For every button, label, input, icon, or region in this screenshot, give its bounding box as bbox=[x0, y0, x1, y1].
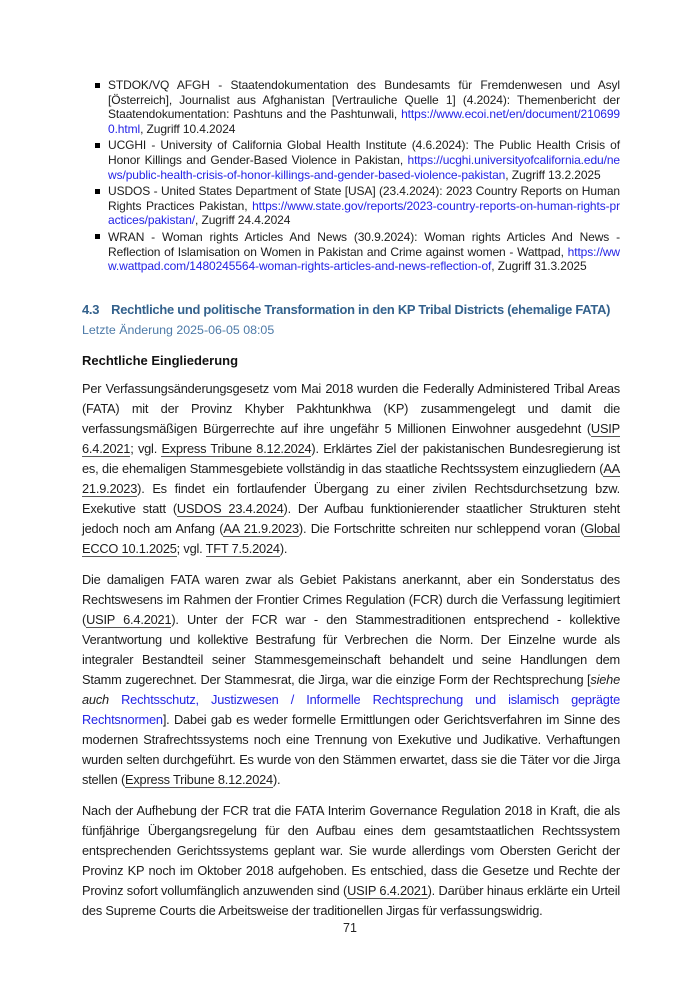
emphasis-text: siehe auch bbox=[82, 671, 620, 707]
text-run: ). Es findet ein fortlaufender Übergang zu einer zivilen Rechtsdurchsetzung bzw. Exekutive statt ( bbox=[82, 480, 620, 516]
source-citation: Global ECCO 10.1.2025 bbox=[82, 520, 620, 556]
text-run: , Zugriff 13.2.2025 bbox=[505, 167, 601, 182]
source-citation: USIP 6.4.2021 bbox=[347, 882, 428, 898]
bullet-square-icon bbox=[95, 234, 100, 239]
bullet-square-icon bbox=[95, 83, 100, 88]
source-citation: AA 21.9.2023 bbox=[82, 460, 620, 496]
source-list-item bbox=[82, 138, 620, 182]
text-run: Nach der Aufhebung der FCR trat die FATA Interim Governance Regulation 2018 in Kraft, die als fünfjährige Übergangsregelung für den Aufbau eines dem gesamtstaatlichen Rechtssystem entsprechenden Gerichtssystems geplant war. Sie wurde allerdings vom Obersten Gericht der Provinz KP noch im Oktober 2018 aufgehoben. Es entschied, dass die Gesetze und Rechte der Provinz sofort vollumfänglich anzuwenden sind ( bbox=[82, 802, 620, 898]
source-list bbox=[82, 78, 620, 274]
text-run: , Zugriff 24.4.2024 bbox=[195, 213, 291, 228]
text-run: , Zugriff 10.4.2024 bbox=[140, 121, 236, 136]
source-citation: USIP 6.4.2021 bbox=[86, 611, 172, 627]
body-paragraph bbox=[82, 570, 620, 790]
page-number: 71 bbox=[343, 921, 357, 935]
body-paragraph bbox=[82, 379, 620, 559]
text-run: ). Unter der FCR war - den Stammestraditionen entsprechend - kollektive Verantwortung und kollektive Bestrafung für Verbrechen die Norm. Der Einzelne wurde als integraler Bestandteil seiner Stammesgemeinschaft behandelt und seine Handlungen dem Stamm zugerechnet. Der Stammesrat, die Jirga, war die einzige Form der Rechtsprechung [ bbox=[82, 611, 620, 687]
section-number: 4.3 bbox=[82, 301, 100, 317]
hyperlink[interactable]: Rechtsschutz, Justizwesen / Informelle Rechtsprechung und islamisch geprägte Rechtsnormen bbox=[82, 691, 620, 727]
hyperlink[interactable]: https://www.state.gov/reports/2023-country-reports-on-human-rights-practices/pakistan/ bbox=[108, 198, 620, 228]
bullet-square-icon bbox=[95, 189, 100, 194]
text-run: ). Der Aufbau funktionierender staatlicher Strukturen steht jedoch noch am Anfang ( bbox=[82, 500, 620, 536]
section-heading bbox=[82, 302, 620, 317]
text-run: ). Die Fortschritte schreiten nur schleppend voran ( bbox=[298, 520, 585, 536]
source-citation: USIP 6.4.2021 bbox=[82, 420, 620, 456]
text-run: UCGHI - University of California Global Health Institute (4.6.2024): The Public Health Crisis of Honor Killings and Gender-Based Violence in Pakistan, bbox=[108, 138, 620, 167]
source-citation: Express Tribune 8.12.2024 bbox=[125, 771, 273, 787]
text-run: STDOK/VQ AFGH - Staatendokumentation des Bundesamts für Fremdenwesen und Asyl [Österreich], Journalist aus Afghanistan [Vertrauliche Quelle 1] (4.2024): Themenbericht der Staatendokumentation: Pashtuns and the Pashtunwali, bbox=[108, 78, 620, 122]
source-citation: USDOS 23.4.2024 bbox=[176, 500, 284, 516]
body-paragraphs bbox=[82, 379, 620, 921]
last-change-note: Letzte Änderung 2025-06-05 08:05 bbox=[82, 322, 275, 337]
source-list-item bbox=[82, 78, 620, 136]
text-run: ; vgl. bbox=[176, 540, 206, 556]
text-run: ; vgl. bbox=[130, 440, 162, 456]
text-run: ). Darüber hinaus erklärte ein Urteil des Supreme Courts die Arbeitsweise der traditionellen Jirgas für verfassungswidrig. bbox=[82, 882, 621, 918]
text-run: Die damaligen FATA waren zwar als Gebiet Pakistans anerkannt, aber ein Sonderstatus des Rechtswesens im Rahmen der Frontier Crimes Regulation (FCR) durch die Verfassung legitimiert ( bbox=[82, 571, 620, 627]
source-entry-text bbox=[108, 230, 620, 273]
source-citation: AA 21.9.2023 bbox=[223, 520, 299, 536]
text-run: , Zugriff 31.3.2025 bbox=[491, 259, 587, 274]
subsection-heading: Rechtliche Eingliederung bbox=[82, 352, 239, 368]
source-citation: TFT 7.5.2024 bbox=[205, 540, 280, 556]
source-list-item bbox=[82, 230, 620, 274]
text-run: ). bbox=[279, 540, 288, 556]
text-run: ). Erklärtes Ziel der pakistanischen Bundesregierung ist es, die ehemaligen Stammesgebiete vollständig in das staatliche Rechtssystem einzugliedern ( bbox=[82, 440, 620, 476]
section-title: Rechtliche und politische Transformation in den KP Tribal Districts (ehemalige FATA) bbox=[111, 301, 611, 317]
hyperlink[interactable]: https://ucghi.universityofcalifornia.edu/news/public-health-crisis-of-honor-killings-and-gender-based-violence-pakistan bbox=[108, 152, 620, 182]
bullet-square-icon bbox=[95, 143, 100, 148]
body-paragraph bbox=[82, 801, 620, 921]
source-entry-text bbox=[108, 184, 620, 227]
hyperlink[interactable]: https://www.wattpad.com/1480245564-woman-rights-articles-and-news-reflection-of bbox=[108, 244, 620, 274]
text-run: USDOS - United States Department of State [USA] (23.4.2024): 2023 Country Reports on Human Rights Practices Pakistan, bbox=[108, 184, 620, 213]
text-run bbox=[109, 692, 121, 707]
hyperlink[interactable]: https://www.ecoi.net/en/document/2106990.html bbox=[108, 107, 620, 136]
text-run: ]. Dabei gab es weder formelle Ermittlungen oder Gerichtsverfahren im Sinne des modernen Strafrechtssystems noch eine Trennung von Exekutive und Judikative. Verhaftungen wurden selten durchgeführt. Es wurde von den Stämmen erwartet, dass sie die Täter vor die Jirga stellen ( bbox=[82, 711, 620, 787]
text-run: Per Verfassungsänderungsgesetz vom Mai 2018 wurden die Federally Administered Tribal Areas (FATA) mit der Provinz Khyber Pakhtunkhwa (KP) zusammengelegt und damit die verfassungsmäßigen Bürgerrechte auf ihre ungefähr 5 Millionen Einwohner ausgedehnt ( bbox=[82, 380, 620, 436]
source-entry-text bbox=[108, 78, 620, 136]
text-run: WRAN - Woman rights Articles And News (30.9.2024): Woman rights Articles And News - Reflection of Islamisation on Women in Pakistan and Crime against women - Wattpad, bbox=[108, 229, 620, 259]
source-list-item bbox=[82, 184, 620, 228]
text-run: ). bbox=[272, 771, 281, 787]
source-entry-text bbox=[108, 138, 620, 181]
source-citation: Express Tribune 8.12.2024 bbox=[161, 440, 312, 456]
